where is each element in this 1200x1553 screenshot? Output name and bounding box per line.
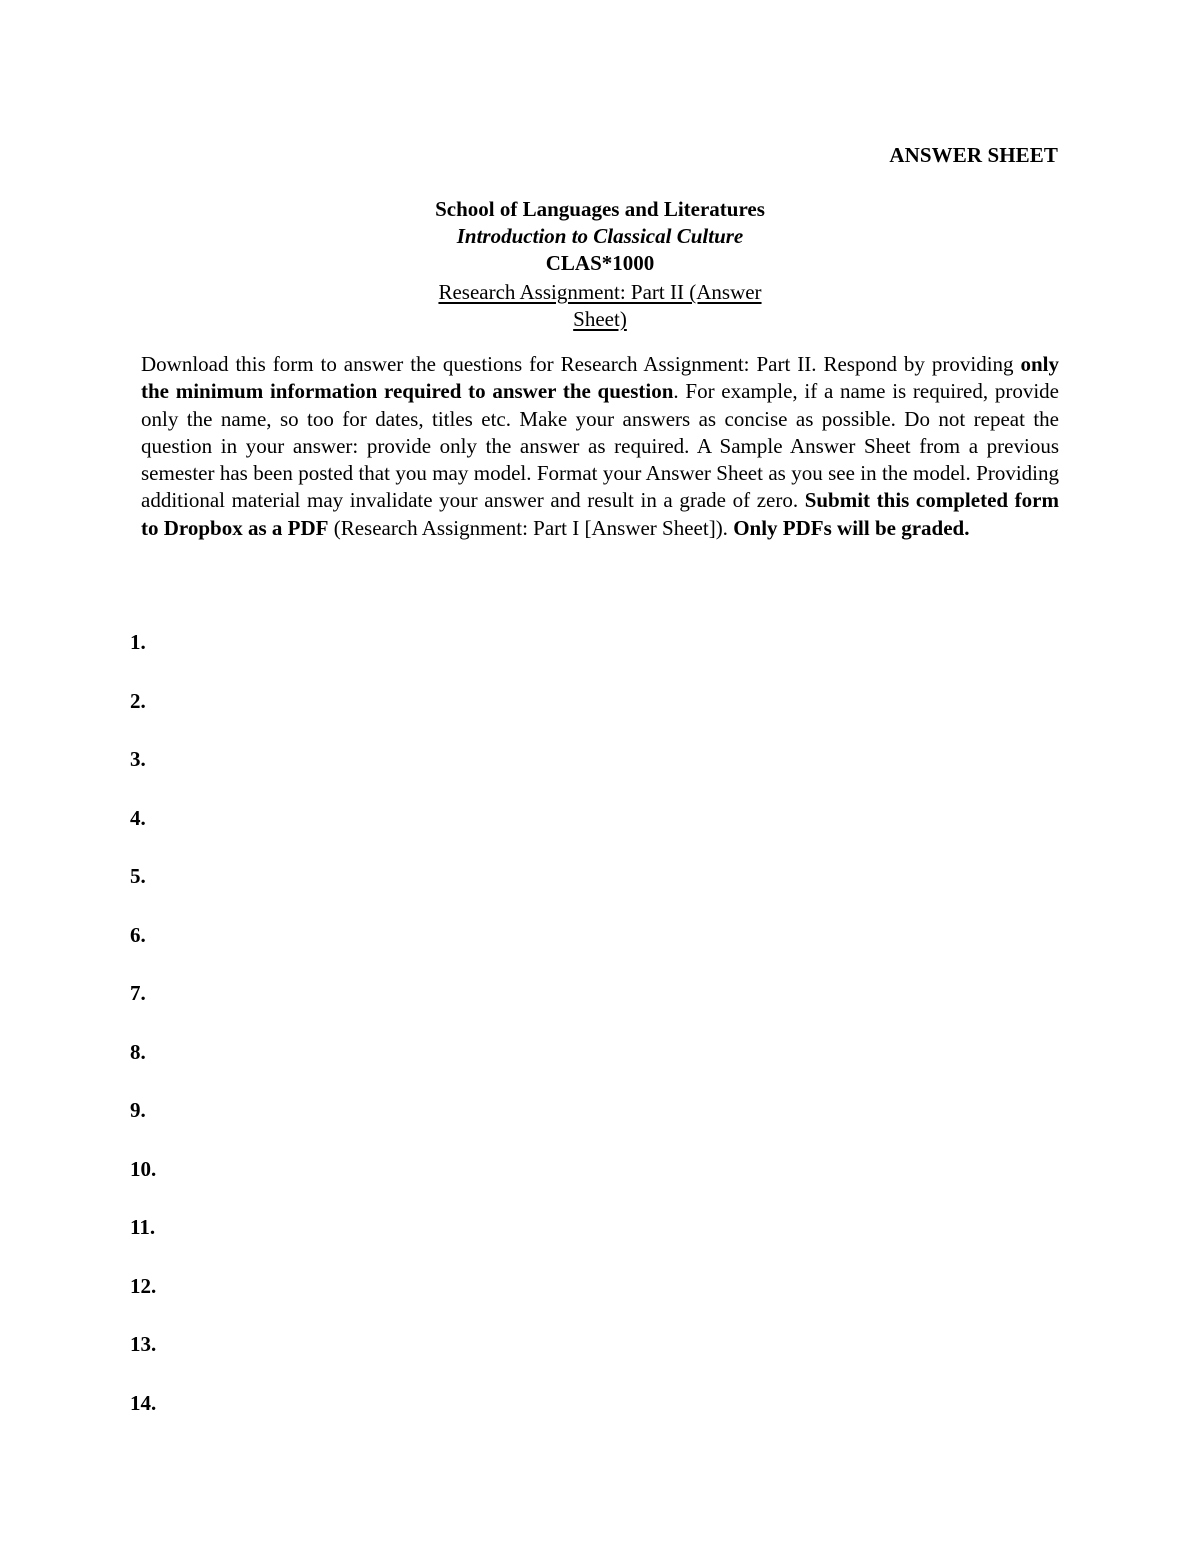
- answer-number: 3.: [130, 747, 146, 771]
- instructions-bold-3: Only PDFs will be graded.: [733, 515, 970, 540]
- answer-list: [130, 626, 156, 1445]
- instructions-paragraph: [141, 351, 1059, 542]
- instructions-bold-1: only the minimum information required to answer the question: [141, 352, 1059, 404]
- answer-number: 5.: [130, 864, 146, 888]
- answer-number: 1.: [130, 630, 146, 654]
- answer-number: 14.: [130, 1390, 157, 1415]
- school-name: School of Languages and Literatures: [435, 197, 765, 221]
- answer-number: 10.: [130, 1156, 157, 1181]
- answer-number: 13.: [130, 1332, 157, 1356]
- instructions-text-1: Download this form to answer the questions for Research Assignment: Part II. Respond by providing: [141, 352, 1021, 376]
- answer-number: 6.: [130, 922, 146, 947]
- answer-number: 8.: [130, 1039, 146, 1064]
- assignment-title: Research Assignment: Part II (Answer Sheet): [438, 280, 762, 331]
- course-title: Introduction to Classical Culture: [456, 224, 744, 248]
- answer-number: 9.: [130, 1098, 146, 1122]
- instructions-text-3: (Research Assignment: Part I [Answer Sheet]).: [328, 515, 734, 540]
- answer-number: 12.: [130, 1273, 157, 1298]
- answer-number: 7.: [130, 981, 146, 1005]
- answer-number: 4.: [130, 805, 146, 830]
- document-header: [0, 196, 1200, 333]
- instructions-bold-2: Submit this completed form to Dropbox as a PDF: [141, 488, 1059, 540]
- answer-number: 11.: [130, 1215, 156, 1239]
- answer-sheet-label: ANSWER SHEET: [889, 143, 1058, 167]
- instructions-text-2: . For example, if a name is required, provide only the name, so too for dates, titles etc. Make your answers as concise as possible. Do not repeat the question in your answer: provide only the answer as required. A Sample Answer Sheet from a previous semester has been posted that you may model. Format your Answer Sheet as you see in the model. Providing additional material may invalidate your answer and result in a grade of zero.: [141, 379, 1060, 513]
- course-code: CLAS*1000: [545, 251, 655, 275]
- answer-number: 2.: [130, 688, 146, 713]
